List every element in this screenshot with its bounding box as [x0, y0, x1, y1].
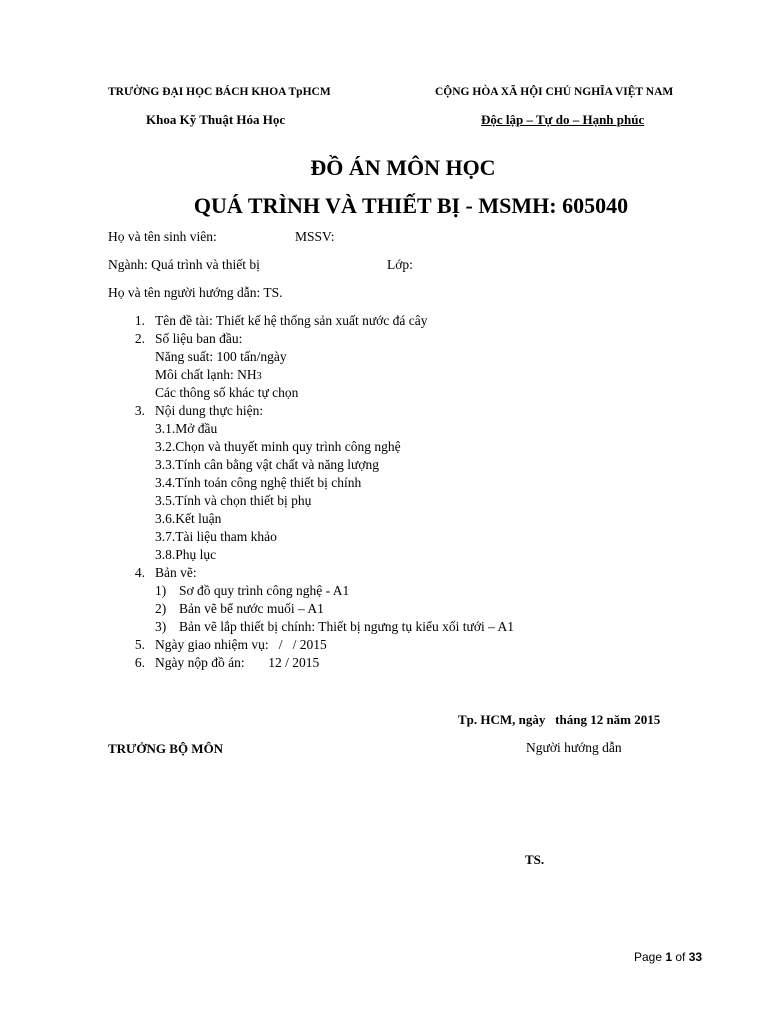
list-item [125, 618, 685, 636]
list-item [125, 384, 685, 402]
class-field: Lớp: [387, 257, 413, 272]
drawing-number: 2) [155, 601, 167, 616]
republic-name: CỘNG HÒA XÃ HỘI CHỦ NGHĨA VIỆT NAM [435, 86, 674, 98]
content-label: Nội dung thực hiện: [155, 403, 264, 418]
major-field: Ngành: Quá trình và thiết bị [108, 257, 260, 272]
list-number: 1. [134, 313, 145, 328]
drawing-text: Bản vẽ lắp thiết bị chính: Thiết bị ngưng tụ kiểu xối tưới – A1 [179, 619, 514, 634]
content-sub-item: 3.2.Chọn và thuyết minh quy trình công nghệ [155, 439, 401, 454]
content-sub-item: 3.7.Tài liệu tham khảo [155, 529, 277, 544]
list-item [125, 402, 685, 420]
capacity-text: Năng suất: 100 tấn/ngày [155, 349, 287, 364]
list-item [125, 330, 685, 348]
university-name: TRƯỜNG ĐẠI HỌC BÁCH KHOA TpHCM [108, 86, 331, 98]
student-id-field: MSSV: [295, 229, 335, 244]
assign-date-text: Ngày giao nhiệm vụ: / / 2015 [155, 637, 327, 652]
drawings-label: Bản vẽ: [155, 565, 197, 580]
drawing-text: Sơ đồ quy trình công nghệ - A1 [179, 583, 350, 598]
submit-date-text: Ngày nộp đồ án: 12 / 2015 [155, 655, 320, 670]
list-number: 6. [134, 655, 145, 670]
list-item [125, 456, 685, 474]
motto: Độc lập – Tự do – Hạnh phúc [481, 112, 645, 127]
signing-date: Tp. HCM, ngày tháng 12 năm 2015 [458, 712, 661, 727]
list-item [125, 420, 685, 438]
advisor-signature-title: TS. [525, 852, 545, 867]
page-indicator: Page 1 of 33 [634, 950, 703, 964]
list-item [125, 438, 685, 456]
list-number: 5. [134, 637, 145, 652]
head-of-department: TRƯỞNG BỘ MÔN [108, 741, 224, 756]
list-item [125, 654, 685, 672]
list-number: 2. [134, 331, 145, 346]
drawing-number: 1) [155, 583, 167, 598]
document-title: ĐỒ ÁN MÔN HỌC [310, 155, 496, 180]
list-item [125, 474, 685, 492]
faculty-name: Khoa Kỹ Thuật Hóa Học [146, 112, 286, 127]
list-number: 3. [134, 403, 145, 418]
list-item [125, 582, 685, 600]
advisor-field: Họ và tên người hướng dẫn: TS. [108, 285, 283, 300]
content-sub-item: 3.4.Tính toán công nghệ thiết bị chính [155, 475, 362, 490]
task-list [125, 312, 685, 672]
content-sub-item: 3.6.Kết luận [155, 511, 222, 526]
list-item [125, 510, 685, 528]
list-item [125, 366, 685, 384]
content-sub-item: 3.5.Tính và chọn thiết bị phụ [155, 493, 312, 508]
refrigerant-text: Môi chất lạnh: NH3 [155, 367, 262, 382]
other-params-text: Các thông số khác tự chọn [155, 385, 299, 400]
drawing-text: Bản vẽ bể nước muối – A1 [179, 601, 324, 616]
list-item [125, 528, 685, 546]
topic-text: Tên đề tài: Thiết kế hệ thống sản xuất nước đá cây [155, 313, 428, 328]
document-subtitle: QUÁ TRÌNH VÀ THIẾT BỊ - MSMH: 605040 [193, 193, 629, 218]
content-sub-item: 3.1.Mở đầu [155, 421, 218, 436]
list-item [125, 600, 685, 618]
content-sub-item: 3.3.Tính cân bằng vật chất và năng lượng [155, 457, 380, 472]
list-item [125, 636, 685, 654]
list-item [125, 348, 685, 366]
list-item [125, 312, 685, 330]
drawing-number: 3) [155, 619, 167, 634]
advisor-signature-label: Người hướng dẫn [526, 740, 622, 755]
list-item [125, 492, 685, 510]
list-number: 4. [134, 565, 145, 580]
content-sub-item: 3.8.Phụ lục [155, 547, 217, 562]
student-name-field: Họ và tên sinh viên: [108, 229, 217, 244]
list-item [125, 546, 685, 564]
list-item [125, 564, 685, 582]
initial-data-label: Số liệu ban đầu: [155, 331, 243, 346]
